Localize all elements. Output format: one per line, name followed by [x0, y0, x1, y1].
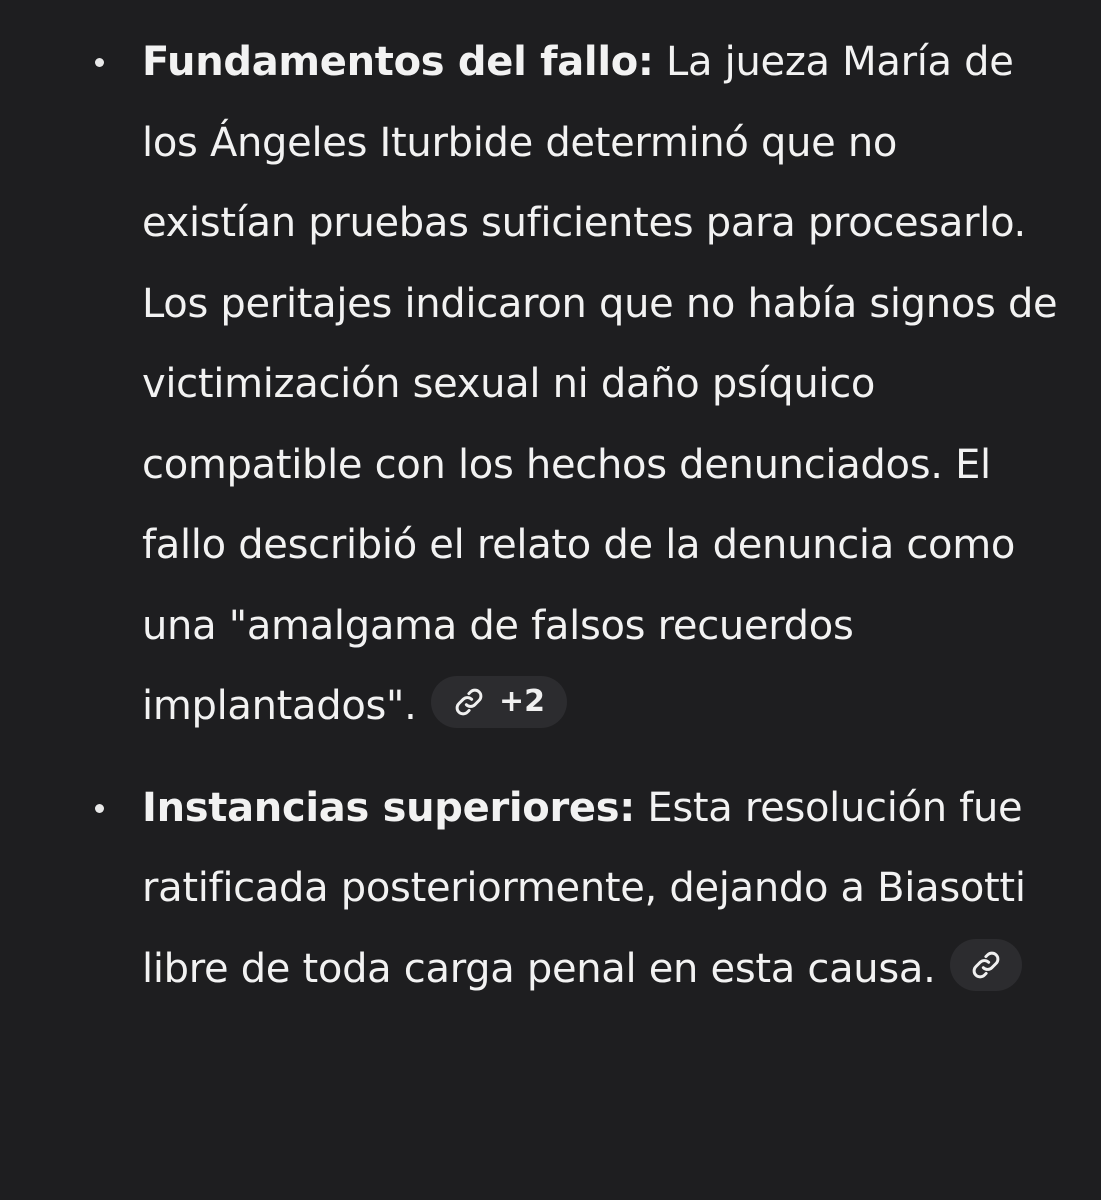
- bullet-item-fundamentos: [0, 22, 1061, 747]
- sources-count: +2: [498, 683, 545, 719]
- bullet-dot: [95, 58, 104, 67]
- link-icon: [453, 686, 485, 718]
- source-link-button[interactable]: [950, 939, 1022, 991]
- bullet-heading: Instancias superiores:: [142, 784, 635, 831]
- bullet-text: La jueza María de los Ángeles Iturbide determinó que no existían pruebas suficientes para procesarlo. Los peritajes indicaron que no había signos de victimización sexual ni daño psíquico compatible con los hechos denunciados. El fallo describió el relato de la denuncia como una "amalgama de falsos recuerdos implantados".: [142, 39, 1058, 729]
- bullet-list: [0, 22, 1061, 1009]
- sources-button[interactable]: [431, 676, 567, 728]
- bullet-dot: [95, 804, 104, 813]
- bullet-text: Esta resolución fue ratificada posteriormente, dejando a Biasotti libre de toda carga penal en esta causa.: [142, 784, 1026, 992]
- bullet-item-instancias: [0, 768, 1061, 1010]
- bullet-heading: Fundamentos del fallo:: [142, 39, 654, 85]
- link-icon: [970, 949, 1002, 981]
